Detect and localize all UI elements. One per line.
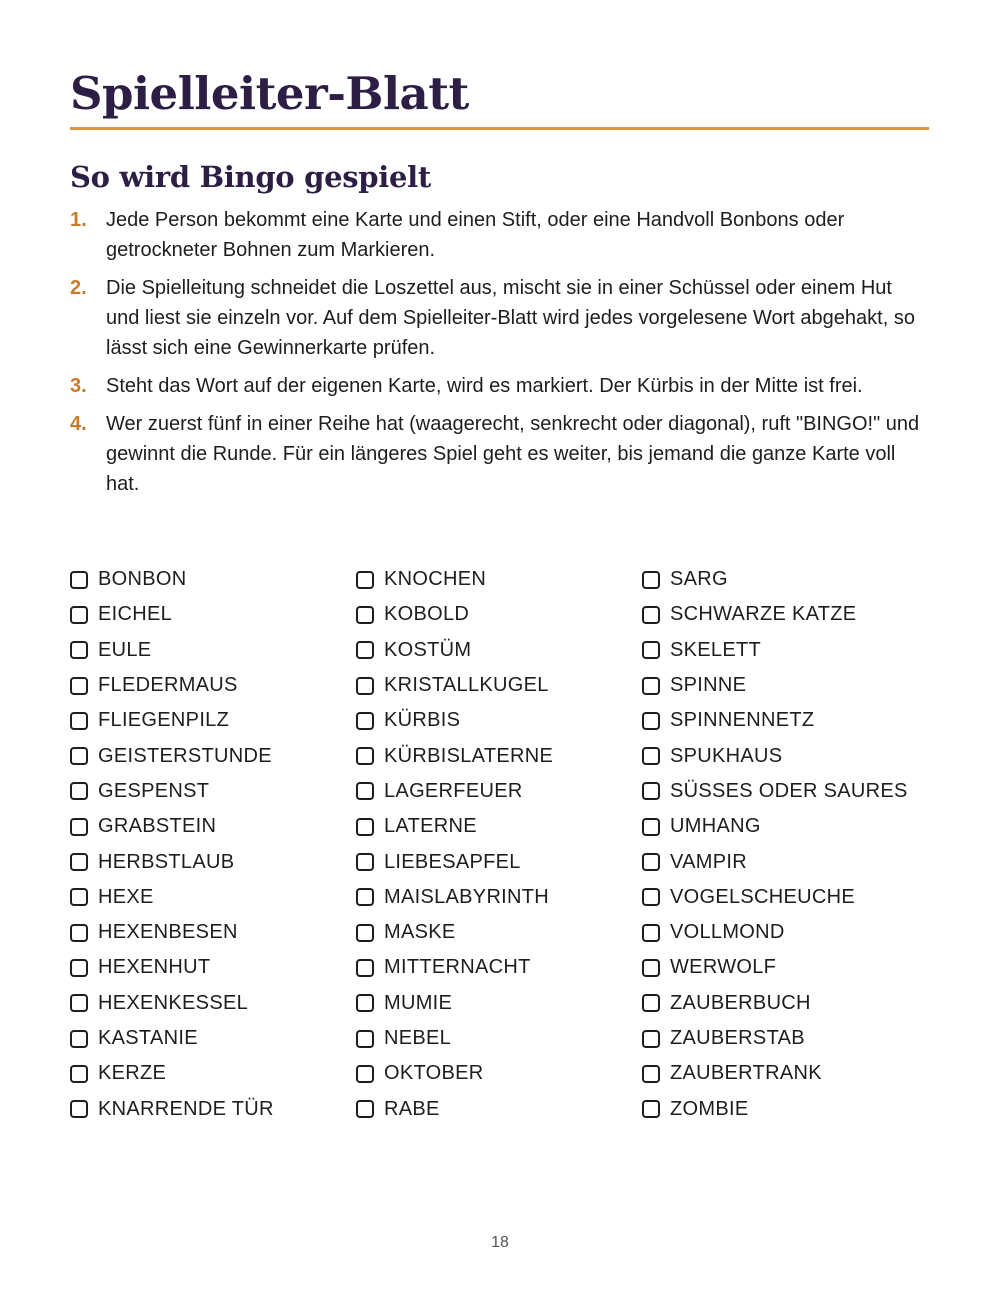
checkbox[interactable]: [70, 1100, 88, 1118]
checkbox[interactable]: [642, 994, 660, 1012]
checklist-item[interactable]: [356, 950, 642, 985]
checklist-item[interactable]: [356, 668, 642, 703]
checkbox[interactable]: [642, 1100, 660, 1118]
checklist-word: WERWOLF: [670, 956, 777, 979]
checklist-word: KRISTALLKUGEL: [384, 674, 549, 697]
checkbox[interactable]: [356, 888, 374, 906]
checklist-word: LATERNE: [384, 815, 477, 838]
checkbox[interactable]: [642, 1065, 660, 1083]
checkbox[interactable]: [356, 782, 374, 800]
checkbox[interactable]: [356, 959, 374, 977]
checkbox[interactable]: [642, 853, 660, 871]
checklist-word: ZAUBERBUCH: [670, 991, 811, 1014]
instruction-step: [70, 409, 930, 499]
checklist-item[interactable]: [356, 703, 642, 738]
checkbox[interactable]: [70, 1030, 88, 1048]
checklist-word: KNARRENDE TÜR: [98, 1097, 274, 1120]
checklist-word: NEBEL: [384, 1027, 452, 1049]
checkbox[interactable]: [356, 994, 374, 1012]
checkbox[interactable]: [642, 888, 660, 906]
checklist-item[interactable]: [642, 1091, 930, 1126]
step-text: Wer zuerst fünf in einer Reihe hat (waagerecht, senkrecht oder diagonal), ruft "BINGO!" und gewinnt die Runde. Für ein längeres Spiel geht es weiter, bis jemand die ganze Karte voll hat.: [106, 413, 920, 495]
checkbox[interactable]: [642, 818, 660, 836]
checklist-word: BONBON: [98, 568, 187, 591]
checklist-item[interactable]: [642, 880, 930, 915]
checklist-item[interactable]: [70, 633, 356, 668]
step-number: 3.: [70, 375, 87, 397]
checklist-item[interactable]: [70, 668, 356, 703]
checklist-word: KNOCHEN: [384, 568, 487, 591]
checklist-word: VAMPIR: [670, 850, 747, 873]
checklist-item[interactable]: [70, 986, 356, 1021]
checkbox[interactable]: [642, 571, 660, 589]
checklist-word: GEISTERSTUNDE: [98, 744, 272, 767]
checklist-item[interactable]: [642, 738, 930, 773]
word-checklist: [70, 562, 930, 1127]
checklist-item[interactable]: [642, 774, 930, 809]
checkbox[interactable]: [356, 818, 374, 836]
checklist-word: KASTANIE: [98, 1027, 198, 1049]
checkbox[interactable]: [70, 994, 88, 1012]
checkbox[interactable]: [642, 606, 660, 624]
word-column-2: [356, 562, 642, 1127]
word-column-3: [642, 562, 930, 1127]
checklist-item[interactable]: [356, 597, 642, 632]
checklist-item[interactable]: [356, 1091, 642, 1126]
checkbox[interactable]: [70, 606, 88, 624]
checkbox[interactable]: [70, 959, 88, 977]
checklist-word: SKELETT: [670, 638, 762, 661]
checkbox[interactable]: [356, 853, 374, 871]
checkbox[interactable]: [70, 641, 88, 659]
checklist-word: EULE: [98, 638, 152, 661]
checklist-item[interactable]: [642, 562, 930, 597]
checklist-word: ZOMBIE: [670, 1097, 749, 1120]
checklist-item[interactable]: [642, 844, 930, 879]
checklist-item[interactable]: [70, 774, 356, 809]
checklist-word: MITTERNACHT: [384, 956, 531, 979]
checkbox[interactable]: [356, 712, 374, 730]
checkbox[interactable]: [642, 1030, 660, 1048]
checklist-word: LAGERFEUER: [384, 779, 523, 802]
checkbox[interactable]: [642, 677, 660, 695]
checkbox[interactable]: [642, 782, 660, 800]
checklist-item[interactable]: [70, 703, 356, 738]
checklist-word: UMHANG: [670, 815, 761, 838]
checklist-item[interactable]: [356, 774, 642, 809]
checklist-word: HEXENBESEN: [98, 921, 238, 944]
checklist-item[interactable]: [70, 597, 356, 632]
checkbox[interactable]: [70, 924, 88, 942]
checklist-word: OKTOBER: [384, 1062, 484, 1085]
checkbox[interactable]: [70, 818, 88, 836]
checklist-item[interactable]: [356, 844, 642, 879]
checklist-item[interactable]: [70, 880, 356, 915]
checkbox[interactable]: [356, 677, 374, 695]
checklist-item[interactable]: [642, 703, 930, 738]
checklist-word: MUMIE: [384, 991, 453, 1014]
checklist-item[interactable]: [642, 915, 930, 950]
checklist-item[interactable]: [356, 880, 642, 915]
checklist-word: VOLLMOND: [670, 921, 785, 944]
checklist-word: EICHEL: [98, 603, 173, 626]
checkbox[interactable]: [70, 571, 88, 589]
checklist-word: SCHWARZE KATZE: [670, 603, 857, 626]
checkbox[interactable]: [356, 1030, 374, 1048]
checklist-item[interactable]: [356, 633, 642, 668]
checkbox[interactable]: [642, 959, 660, 977]
checklist-word: HEXENKESSEL: [98, 991, 249, 1014]
checklist-word: MASKE: [384, 921, 456, 944]
step-number: 1.: [70, 209, 87, 231]
checklist-word: HEXE: [98, 885, 154, 908]
step-number: 4.: [70, 413, 87, 435]
checklist-word: FLEDERMAUS: [98, 674, 238, 697]
step-text: Die Spielleitung schneidet die Loszettel aus, mischt sie in einer Schüssel oder einem Hut und liest sie einzeln vor. Auf dem Spielleiter-Blatt wird jedes vorgelesene Wort abgehakt, so lässt sich eine Gewinnerkarte prüfen.: [106, 277, 915, 359]
checklist-item[interactable]: [70, 1091, 356, 1126]
checklist-word: ZAUBERTRANK: [670, 1062, 822, 1085]
checklist-item[interactable]: [70, 915, 356, 950]
checkbox[interactable]: [356, 606, 374, 624]
instructions-list: [70, 205, 930, 507]
checkbox[interactable]: [356, 1065, 374, 1083]
checkbox[interactable]: [642, 712, 660, 730]
checklist-word: SPINNENNETZ: [670, 709, 815, 732]
checklist-item[interactable]: [642, 668, 930, 703]
checklist-item[interactable]: [356, 738, 642, 773]
checklist-word: FLIEGENPILZ: [98, 709, 230, 732]
checklist-word: KOBOLD: [384, 603, 470, 626]
checklist-word: HERBSTLAUB: [98, 850, 235, 873]
checklist-item[interactable]: [70, 1056, 356, 1091]
checklist-item[interactable]: [642, 1056, 930, 1091]
checkbox[interactable]: [356, 571, 374, 589]
checklist-word: KOSTÜM: [384, 638, 472, 661]
step-number: 2.: [70, 277, 87, 299]
checklist-word: KÜRBIS: [384, 709, 461, 732]
checklist-item[interactable]: [642, 809, 930, 844]
checklist-item[interactable]: [70, 562, 356, 597]
step-text: Jede Person bekommt eine Karte und einen Stift, oder eine Handvoll Bonbons oder getrockneter Bohnen zum Markieren.: [106, 209, 845, 261]
checklist-item[interactable]: [356, 1021, 642, 1056]
checklist-word: HEXENHUT: [98, 956, 211, 979]
checklist-word: KÜRBISLATERNE: [384, 744, 554, 767]
instruction-step: [70, 205, 930, 265]
checkbox[interactable]: [70, 747, 88, 765]
checklist-word: VOGELSCHEUCHE: [670, 885, 856, 908]
checklist-item[interactable]: [70, 809, 356, 844]
checkbox[interactable]: [70, 1065, 88, 1083]
checklist-word: MAISLABYRINTH: [384, 885, 550, 908]
checklist-item[interactable]: [70, 738, 356, 773]
checklist-word: GRABSTEIN: [98, 815, 217, 838]
checklist-item[interactable]: [356, 915, 642, 950]
step-text: Steht das Wort auf der eigenen Karte, wird es markiert. Der Kürbis in der Mitte ist frei.: [106, 375, 863, 397]
checkbox[interactable]: [356, 747, 374, 765]
checkbox[interactable]: [356, 924, 374, 942]
checklist-word: SÜSSES ODER SAURES: [670, 779, 908, 802]
checklist-word: RABE: [384, 1097, 440, 1120]
instruction-step: [70, 371, 930, 401]
checklist-item[interactable]: [642, 1021, 930, 1056]
checklist-item[interactable]: [642, 597, 930, 632]
instruction-step: [70, 273, 930, 363]
checkbox[interactable]: [356, 641, 374, 659]
checklist-word: GESPENST: [98, 779, 210, 802]
checkbox[interactable]: [70, 677, 88, 695]
checkbox[interactable]: [70, 712, 88, 730]
checklist-item[interactable]: [70, 950, 356, 985]
section-heading: So wird Bingo gespielt: [70, 160, 431, 194]
checklist-word: SPUKHAUS: [670, 744, 783, 767]
checkbox[interactable]: [356, 1100, 374, 1118]
page-title: Spielleiter-Blatt: [70, 67, 469, 120]
checklist-item[interactable]: [70, 844, 356, 879]
checkbox[interactable]: [642, 641, 660, 659]
checklist-word: SPINNE: [670, 674, 747, 697]
checkbox[interactable]: [70, 853, 88, 871]
checklist-item[interactable]: [642, 950, 930, 985]
checkbox[interactable]: [70, 782, 88, 800]
page-number: 18: [491, 1234, 509, 1251]
checklist-word: SARG: [670, 568, 728, 591]
checklist-word: KERZE: [98, 1062, 167, 1085]
word-column-1: [70, 562, 356, 1127]
checklist-item[interactable]: [642, 986, 930, 1021]
checkbox[interactable]: [642, 924, 660, 942]
checklist-item[interactable]: [356, 986, 642, 1021]
checklist-item[interactable]: [356, 562, 642, 597]
checkbox[interactable]: [642, 747, 660, 765]
title-divider: [70, 127, 929, 130]
checklist-word: LIEBESAPFEL: [384, 850, 521, 873]
checkbox[interactable]: [70, 888, 88, 906]
checklist-item[interactable]: [70, 1021, 356, 1056]
checklist-item[interactable]: [642, 633, 930, 668]
checklist-item[interactable]: [356, 1056, 642, 1091]
checklist-item[interactable]: [356, 809, 642, 844]
checklist-word: ZAUBERSTAB: [670, 1027, 805, 1049]
